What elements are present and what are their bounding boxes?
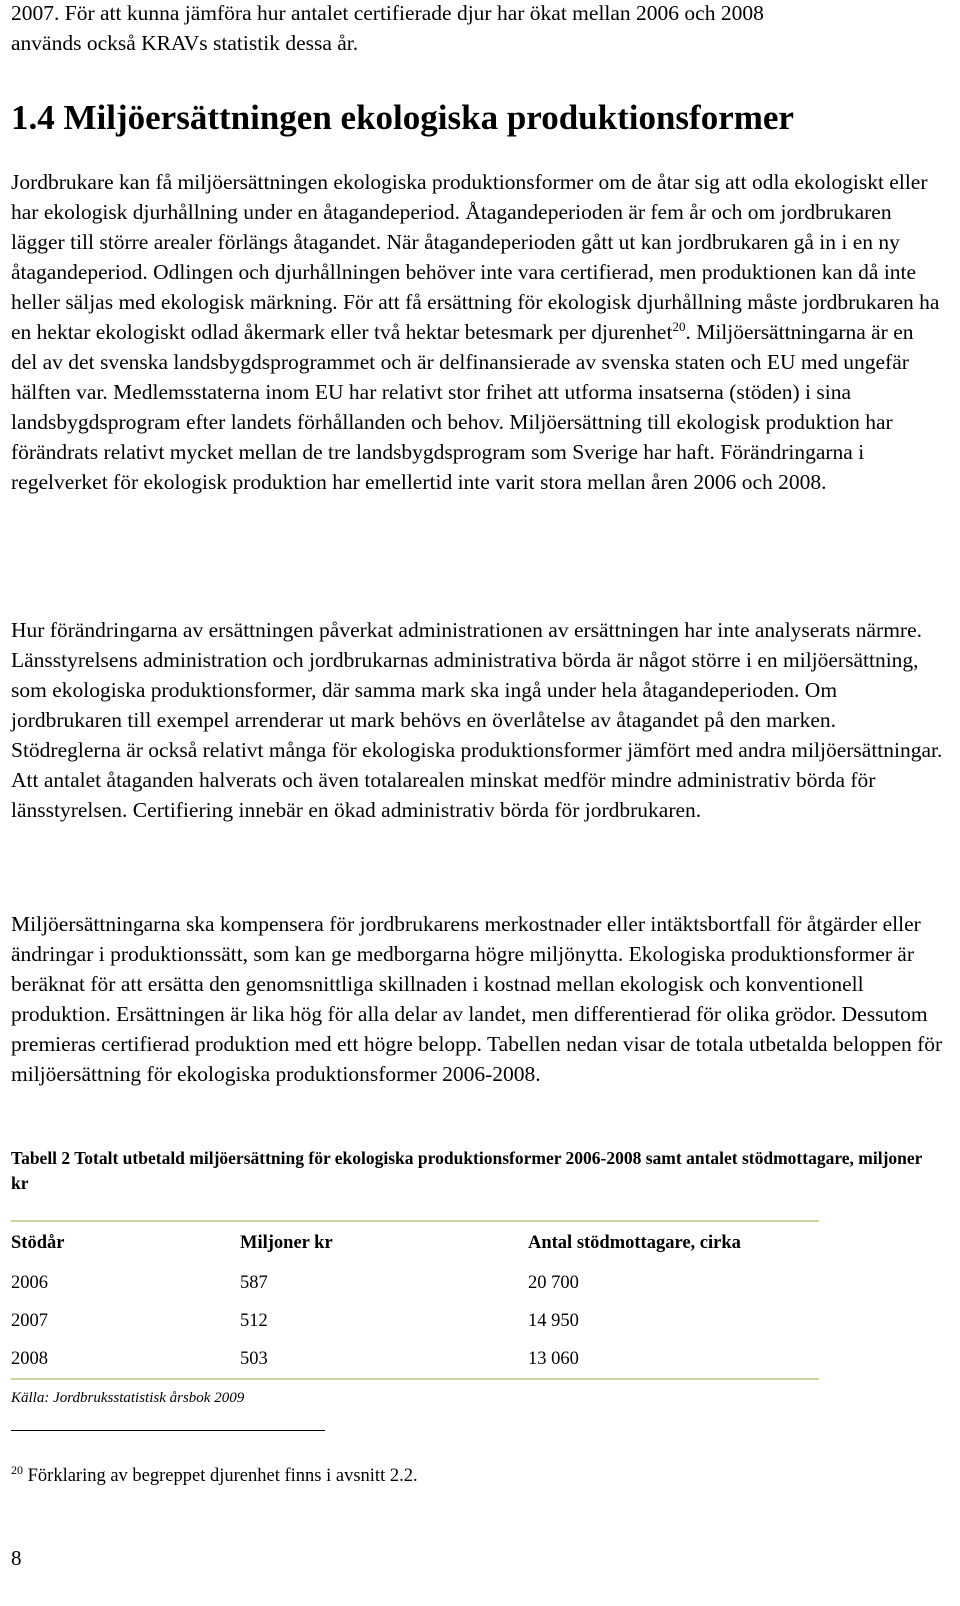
paragraph-3: Miljöersättningarna ska kompensera för jordbrukarens merkostnader eller intäktsbortfall för åtgärder eller ändringar i produktionssätt, som kan ge medborgarna högre miljönytta. Ekologiska produktionsformer är beräknat för att ersätta den genomsnittliga skillnaden i kostnad mellan ekologisk och konventionell produktion. Ersättningen är lika hög för alla delar av landet, men differentierad för olika grödor. Dessutom premieras certifierad produktion med ett högre belopp. Tabellen nedan visar de totala utbetalda beloppen för miljöersättning för ekologiska produktionsformer 2006-2008. [11,912,943,1086]
payments-table [11,1220,819,1380]
paragraph-1 [11,167,945,497]
footnote-text: Förklaring av begreppet djurenhet finns i avsnitt 2.2. [23,1466,418,1486]
table-source: Källa: Jordbruksstatistisk årsbok 2009 [11,1390,245,1406]
intro-line-1: 2007. För att kunna jämföra hur antalet certifierade djur har ökat mellan 2006 och 2008 [11,1,764,25]
column-header-amount: Miljoner kr [240,1221,528,1264]
column-header-recipients: Antal stödmottagare, cirka [528,1221,819,1264]
footnote-number: 20 [11,1462,23,1477]
table-row [11,1302,819,1340]
cell-year: 2008 [11,1340,240,1379]
table-caption: Tabell 2 Totalt utbetald miljöersättning för ekologiska produktionsformer 2006-2008 samt antalet stödmottagare, miljoner kr [11,1148,923,1193]
table-row [11,1264,819,1302]
cell-recipients: 13 060 [528,1340,819,1379]
footnote [11,1462,418,1487]
intro-line-2: används också KRAVs statistik dessa år. [11,31,359,55]
footnote-reference[interactable]: 20 [672,318,686,334]
page-number: 8 [11,1546,22,1570]
footnote-divider [11,1430,325,1431]
intro-paragraph [11,0,945,58]
section-heading: 1.4 Miljöersättningen ekologiska produktionsformer [11,98,794,137]
cell-amount: 512 [240,1310,268,1331]
paragraph-1-part-1: Jordbrukare kan få miljöersättningen ekologiska produktionsformer om de åtar sig att odla ekologiskt eller har ekologisk djurhållning under en åtagandeperiod. Åtagandeperioden är fem år och om jordbrukaren lägger till större arealer förlängs åtagandet. När åtagandeperioden gått ut kan jordbrukaren gå in i en ny åtagandeperiod. Odlingen och djurhållningen behöver inte vara certifierad, men produktionen kan då inte heller säljas med ekologisk märkning. För att få ersättning för ekologisk djurhållning måste jordbrukaren ha en hektar ekologiskt odlad åkermark eller två hektar betesmark per djurenhet [11,170,940,344]
cell-recipients: 14 950 [528,1310,579,1331]
table-row [11,1340,819,1379]
cell-recipients: 20 700 [528,1272,579,1293]
cell-amount: 587 [240,1272,268,1293]
cell-year: 2007 [11,1310,48,1331]
column-header-year: Stödår [11,1221,240,1264]
table-header-row [11,1221,819,1264]
paragraph-1-part-2: . Miljöersättningarna är en del av det svenska landsbygdsprogrammet och är delfinansierade av svenska staten och EU med ungefär hälften var. Medlemsstaterna inom EU har relativt stor frihet att utforma insatserna (stöden) i sina landsbygdsprogram efter landets förhållanden och behov. Miljöersättning till ekologisk produktion har förändrats relativt mycket mellan de tre landsbygdsprogram som Sverige har haft. Förändringarna i regelverket för ekologisk produktion har emellertid inte varit stora mellan åren 2006 och 2008. [11,320,914,494]
paragraph-2: Hur förändringarna av ersättningen påverkat administrationen av ersättningen har inte analyserats närmre. Länsstyrelsens administration och jordbrukarnas administrativa börda är något större i en miljöersättning, som ekologiska produktionsformer, där samma mark ska ingå under hela åtagandeperioden. Om jordbrukaren till exempel arrenderar ut mark behövs en överlåtelse av åtagandet på den marken. Stödreglerna är också relativt många för ekologiska produktionsformer jämfört med andra miljöersättningar. Att antalet åtaganden halverats och även totalarealen minskat medför mindre administrativ börda för länsstyrelsen. Certifiering innebär en ökad administrativ börda för jordbrukaren. [11,618,943,822]
cell-year: 2006 [11,1272,48,1293]
cell-amount: 503 [240,1340,528,1379]
